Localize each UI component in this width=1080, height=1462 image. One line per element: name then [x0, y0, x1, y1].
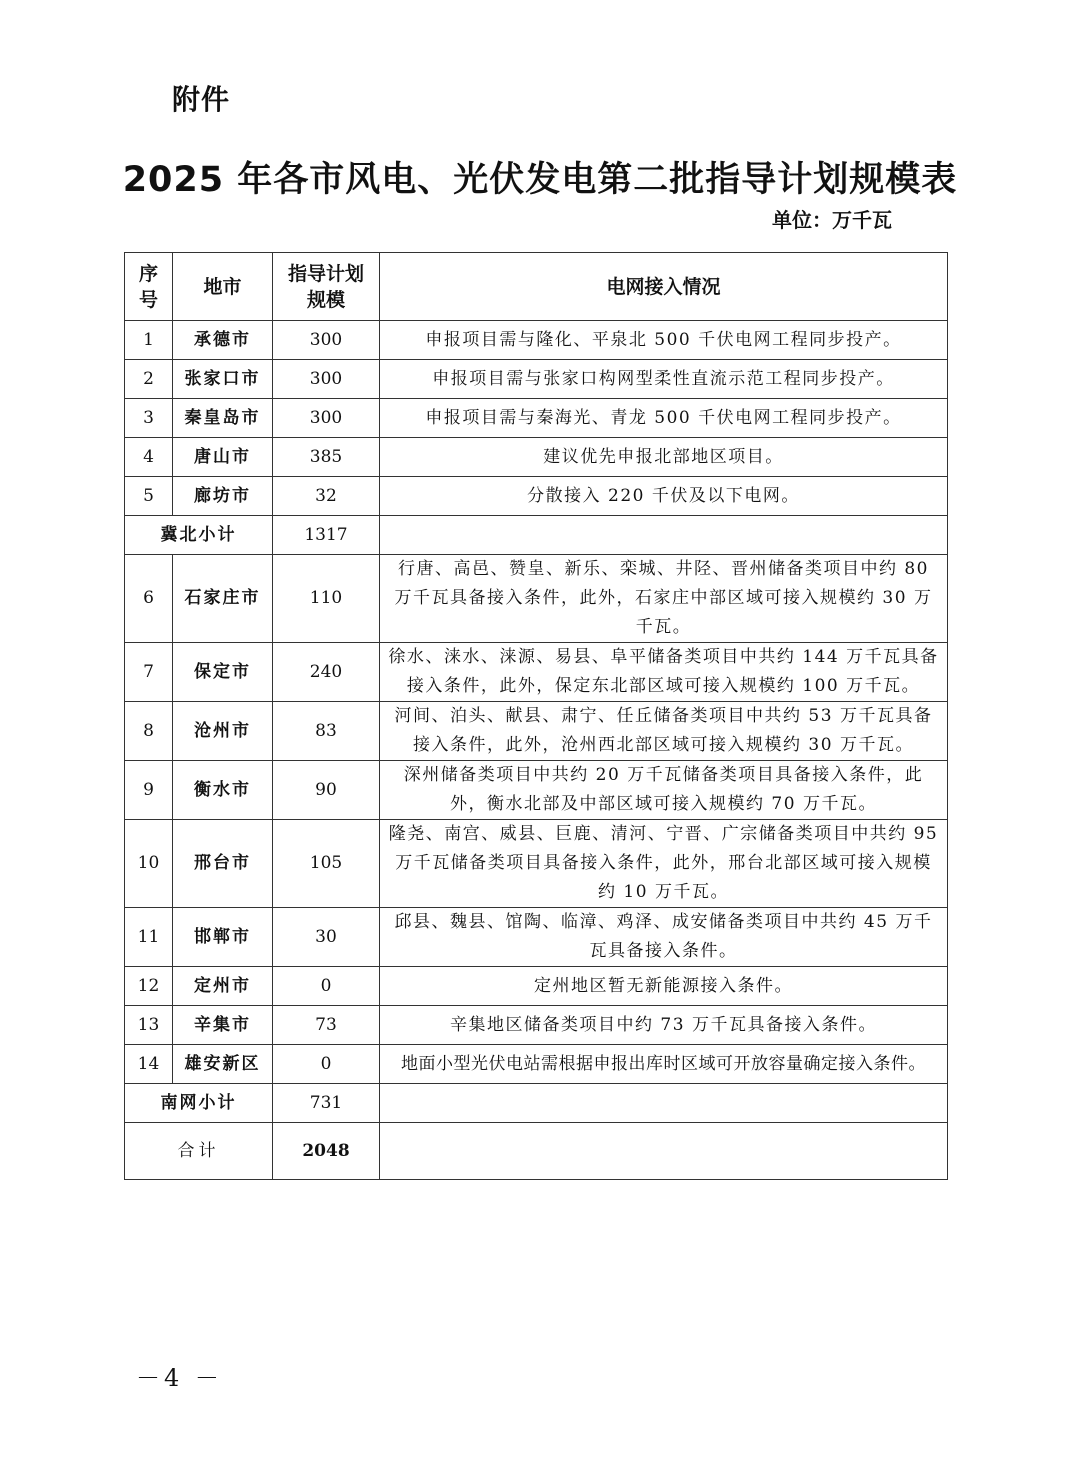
grid-note: 辛集地区储备类项目中约 73 万千瓦具备接入条件。 — [380, 1006, 948, 1045]
row-number: 14 — [125, 1045, 173, 1084]
city-name: 唐山市 — [173, 438, 273, 477]
table-header-row — [125, 253, 948, 321]
plan-scale: 300 — [273, 399, 380, 438]
empty-cell — [380, 1084, 948, 1123]
grid-note: 深州储备类项目中共约 20 万千瓦储备类项目具备接入条件，此外，衡水北部及中部区域可接入规模约 70 万千瓦。 — [380, 761, 948, 820]
table-row — [125, 908, 948, 967]
city-name: 雄安新区 — [173, 1045, 273, 1084]
grid-note: 河间、泊头、献县、肃宁、任丘储备类项目中共约 53 万千瓦具备接入条件，此外，沧州西北部区域可接入规模约 30 万千瓦。 — [380, 702, 948, 761]
grid-note: 定州地区暂无新能源接入条件。 — [380, 967, 948, 1006]
grid-note: 隆尧、南宫、威县、巨鹿、清河、宁晋、广宗储备类项目中共约 95 万千瓦储备类项目具备接入条件，此外，邢台北部区域可接入规模约 10 万千瓦。 — [380, 820, 948, 908]
table-row — [125, 1006, 948, 1045]
table-row — [125, 702, 948, 761]
grid-note: 分散接入 220 千伏及以下电网。 — [380, 477, 948, 516]
plan-scale: 105 — [273, 820, 380, 908]
grid-note: 徐水、涞水、涞源、易县、阜平储备类项目中共约 144 万千瓦具备接入条件，此外，保定东北部区域可接入规模约 100 万千瓦。 — [380, 643, 948, 702]
subtotal-label: 冀北小计 — [125, 516, 273, 555]
plan-scale: 0 — [273, 1045, 380, 1084]
city-name: 石家庄市 — [173, 555, 273, 643]
table-row — [125, 820, 948, 908]
row-number: 2 — [125, 360, 173, 399]
plan-scale: 30 — [273, 908, 380, 967]
table-row — [125, 438, 948, 477]
row-number: 13 — [125, 1006, 173, 1045]
plan-scale: 110 — [273, 555, 380, 643]
subtotal-row — [125, 516, 948, 555]
table-row — [125, 967, 948, 1006]
table-row — [125, 477, 948, 516]
document-title: 2025 年各市风电、光伏发电第二批指导计划规模表 — [122, 160, 958, 200]
plan-table — [124, 252, 948, 1180]
empty-cell — [380, 1123, 948, 1180]
table-row — [125, 321, 948, 360]
city-name: 衡水市 — [173, 761, 273, 820]
column-header-scale: 指导计划规模 — [273, 253, 380, 321]
row-number: 3 — [125, 399, 173, 438]
plan-scale: 385 — [273, 438, 380, 477]
attachment-label: 附件 — [172, 83, 231, 116]
table-row — [125, 643, 948, 702]
plan-scale: 83 — [273, 702, 380, 761]
table-row — [125, 360, 948, 399]
total-label: 合计 — [125, 1123, 273, 1180]
city-name: 保定市 — [173, 643, 273, 702]
plan-scale: 300 — [273, 360, 380, 399]
row-number: 9 — [125, 761, 173, 820]
grid-note: 邱县、魏县、馆陶、临漳、鸡泽、成安储备类项目中共约 45 万千瓦具备接入条件。 — [380, 908, 948, 967]
city-name: 邯郸市 — [173, 908, 273, 967]
plan-scale: 90 — [273, 761, 380, 820]
grid-note: 行唐、高邑、赞皇、新乐、栾城、井陉、晋州储备类项目中约 80 万千瓦具备接入条件，此外，石家庄中部区域可接入规模约 30 万千瓦。 — [380, 555, 948, 643]
total-value: 2048 — [273, 1123, 380, 1180]
table-row — [125, 555, 948, 643]
subtotal-label: 南网小计 — [125, 1084, 273, 1123]
grid-note: 申报项目需与隆化、平泉北 500 千伏电网工程同步投产。 — [380, 321, 948, 360]
plan-scale: 32 — [273, 477, 380, 516]
city-name: 张家口市 — [173, 360, 273, 399]
page-number: －4 － — [136, 1364, 223, 1392]
row-number: 7 — [125, 643, 173, 702]
subtotal-row — [125, 1084, 948, 1123]
city-name: 邢台市 — [173, 820, 273, 908]
table-row — [125, 1045, 948, 1084]
grid-note: 建议优先申报北部地区项目。 — [380, 438, 948, 477]
city-name: 承德市 — [173, 321, 273, 360]
table-row — [125, 399, 948, 438]
subtotal-value: 1317 — [273, 516, 380, 555]
column-header-index: 序号 — [125, 253, 173, 321]
row-number: 11 — [125, 908, 173, 967]
table-row — [125, 761, 948, 820]
row-number: 6 — [125, 555, 173, 643]
row-number: 8 — [125, 702, 173, 761]
city-name: 廊坊市 — [173, 477, 273, 516]
total-row — [125, 1123, 948, 1180]
city-name: 秦皇岛市 — [173, 399, 273, 438]
plan-scale: 300 — [273, 321, 380, 360]
row-number: 1 — [125, 321, 173, 360]
unit-label: 单位：万千瓦 — [772, 208, 892, 232]
row-number: 10 — [125, 820, 173, 908]
grid-note: 申报项目需与秦海光、青龙 500 千伏电网工程同步投产。 — [380, 399, 948, 438]
city-name: 沧州市 — [173, 702, 273, 761]
subtotal-value: 731 — [273, 1084, 380, 1123]
grid-note: 申报项目需与张家口构网型柔性直流示范工程同步投产。 — [380, 360, 948, 399]
plan-scale: 240 — [273, 643, 380, 702]
column-header-grid: 电网接入情况 — [380, 253, 948, 321]
row-number: 5 — [125, 477, 173, 516]
plan-scale: 0 — [273, 967, 380, 1006]
column-header-city: 地市 — [173, 253, 273, 321]
empty-cell — [380, 516, 948, 555]
grid-note: 地面小型光伏电站需根据申报出库时区域可开放容量确定接入条件。 — [380, 1045, 948, 1084]
city-name: 定州市 — [173, 967, 273, 1006]
plan-scale: 73 — [273, 1006, 380, 1045]
row-number: 12 — [125, 967, 173, 1006]
city-name: 辛集市 — [173, 1006, 273, 1045]
row-number: 4 — [125, 438, 173, 477]
